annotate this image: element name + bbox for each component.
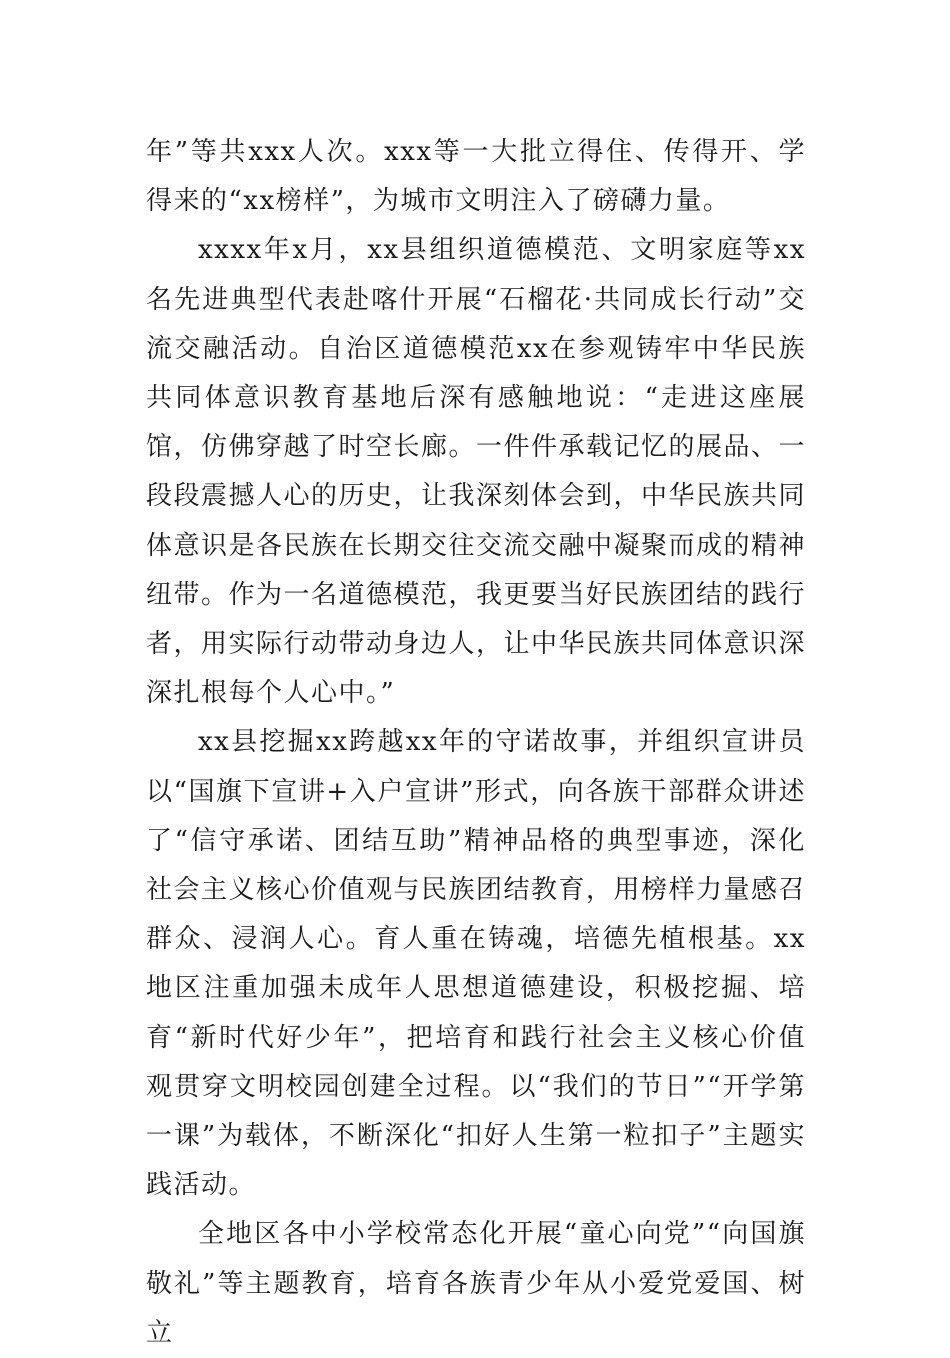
body-text [146,128,806,1358]
paragraph-role-models-exchange: xxxx年x月，xx县组织道德模范、文明家庭等xx名先进典型代表赴喀什开展“石榴花·共同成长行动”交流交融活动。自治区道德模范xx在参观铸牢中华民族共同体意识教育基地后深有感触地说：“走进这座展馆，仿佛穿越了时空长廊。一件件承载记忆的展品、一段段震撼人心的历史，让我深刻体会到，中华民族共同体意识是各民族在长期交往交流交融中凝聚而成的精神纽带。作为一名道德模范，我更要当好民族团结的践行者，用实际行动带动身边人，让中华民族共同体意识深深扎根每个人心中。” [146,235,807,709]
paragraph-school-education: 全地区各中小学校常态化开展“童心向党”“向国旗敬礼”等主题教育，培育各族青少年从小爱党爱国、树立 [146,1219,806,1348]
paragraph-promise-story: xx县挖掘xx跨越xx年的守诺故事，并组织宣讲员以“国旗下宣讲+入户宣讲”形式，向各族干部群众讲述了“信守承诺、团结互助”精神品格的典型事迹，深化社会主义核心价值观与民族团结教育，用榜样力量感召群众、浸润人心。育人重在铸魂，培德先植根基。xx地区注重加强未成年人思想道德建设，积极挖掘、培育“新时代好少年”，把培育和践行社会主义核心价值观贯穿文明校园创建全过程。以“我们的节日”“开学第一课”为载体，不断深化“扣好人生第一粒扣子”主题实践活动。 [146,727,807,1201]
paragraph-continuation: 年”等共xxx人次。xxx等一大批立得住、传得开、学得来的“xx榜样”，为城市文明注入了磅礴力量。 [146,137,806,217]
